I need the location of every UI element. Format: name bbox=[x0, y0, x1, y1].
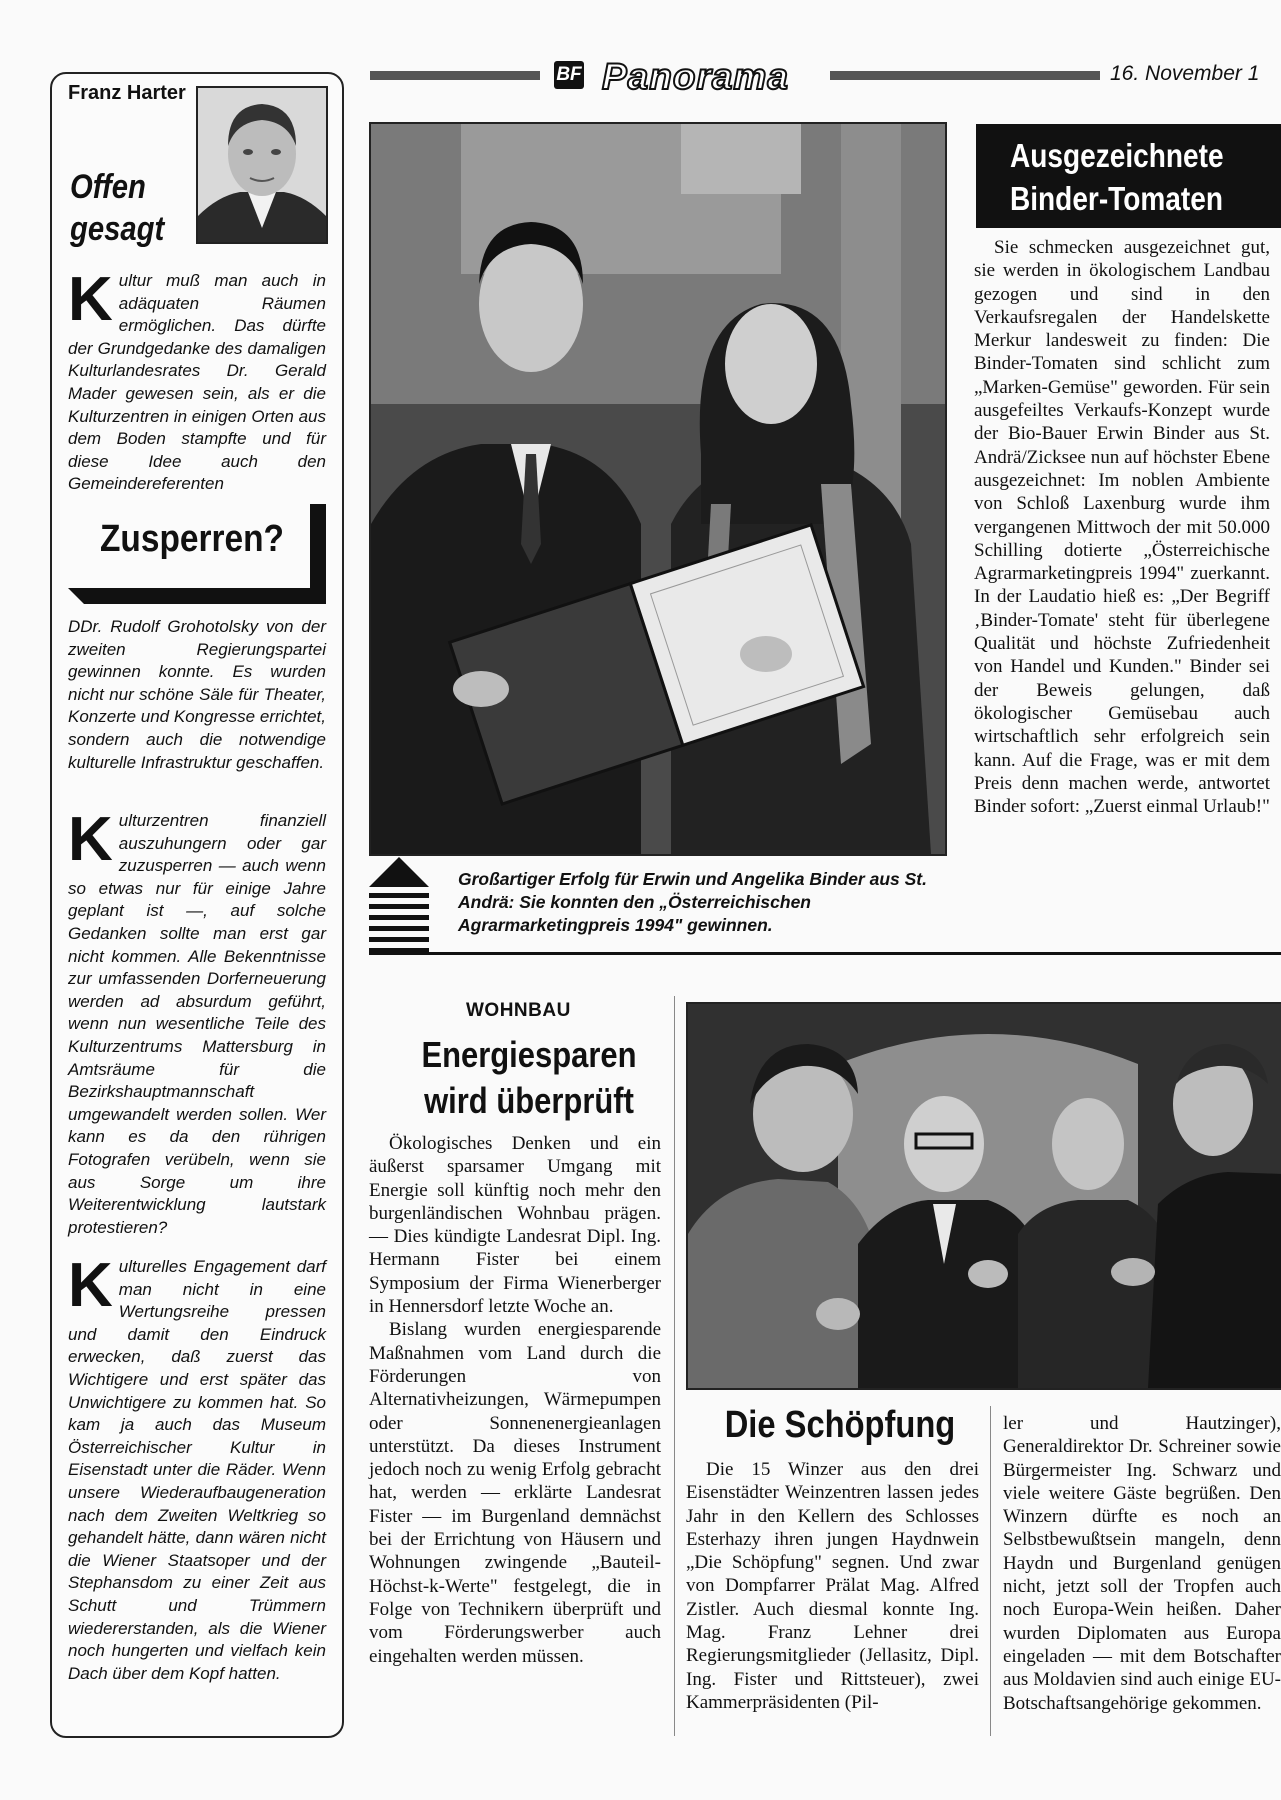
section-divider bbox=[369, 952, 1281, 955]
section-title: Panorama bbox=[602, 56, 789, 97]
wohnbau-body: Ökologisches Denken und ein äußerst sparsamer Umgang mit Energie soll künftig noch mehr den burgenländischen Wohnbau prägen. — Dies kündigte Landesrat Dipl. Ing. Hermann Fister bei einem Symposium der Firma Wienerberger in Hennersdorf letzte Woche an. Bislang wurden energiesparende Maßnahmen vom Land durch die Förderungen von Alternativheizungen, Wärmepumpen oder Sonnenenergieanlagen unterstützt. Da dieses Instrument jedoch noch zu wenig Erfolg gebracht hat, werden — erklärte Landesrat Fister — im Burgenland demnächst bei der Errichtung von Häusern und Wohnungen zwingende „Bauteil-Höchst-k-Werte" festgelegt, die in Folge von Technikern überprüft und vom Förderungswerber auch eingehalten werden müssen. bbox=[369, 1133, 661, 1667]
column-author: Franz Harter bbox=[68, 82, 186, 104]
column-paragraph: Kulturzentren finanziell auszuhungern oder gar zuzusperren — auch wenn so etwas nur für einige Jahre geplant ist —, auf solche Gedanken sollte man erst gar nicht kommen. Alle Bekenntnisse zur umfassenden Dorferneuerung werden ad absurdum geführt, wenn nun wesentliche Teile des Kulturzentrums Mattersburg in Amtsräume für die Bezirkshauptmannschaft umgewandelt werden sollen. Wer kann es da den rührigen Fotografen verübeln, wenn sie aus Sorge um ihre Weiterentwicklung lautstark protestieren? bbox=[68, 805, 326, 1237]
author-portrait bbox=[196, 86, 328, 244]
arrow-up-icon bbox=[369, 857, 429, 953]
column-rule bbox=[990, 1406, 991, 1736]
schoepfung-body-col1: Die 15 Winzer aus den drei Eisenstädter Weinzentren lassen jedes Jahr in den Kellern des Schlosses Esterhazy ihren jungen Haydnwein „Die Schöpfung" segnen. Und zwar von Dompfarrer Prälat Mag. Alfred Zistler. Auch diesmal konnte Ing. Mag. Franz Lehner drei Regierungsmitglieder (Jellasitz, Dipl. Ing. Fister und Rittsteuer), zwei Kammerpräsidenten (Pil- bbox=[686, 1459, 979, 1713]
bf-logo: BF bbox=[554, 61, 584, 89]
issue-date: 16. November 1 bbox=[1110, 62, 1260, 85]
header-rule-right bbox=[830, 71, 1100, 80]
drop-cap: K bbox=[68, 1251, 113, 1320]
schoepfung-headline: Die Schöpfung bbox=[724, 1404, 956, 1446]
drop-cap: K bbox=[68, 265, 113, 334]
column-paragraph: Kulturelles Engagement darf man nicht in eine Wertungsreihe pressen und damit den Eindruck erwecken, daß zuerst das Wichtigere und erst später das Unwichtigere zu kommen hat. So kam ja auch das Museum Österreichischer Kultur in Eisenstadt unter die Räder. Wenn unsere Wiederaufbaugeneration nach dem Zweiten Weltkrieg so gehandelt hätte, dann wären nicht die Wiener Staatsoper und der Stephansdom zu einer Zeit aus Schutt und Trümmern wiedererstanden, als die Wiener noch hungerten und vielfach kein Dach über dem Kopf hatten. bbox=[68, 1251, 326, 1683]
drop-cap: K bbox=[68, 805, 113, 874]
column-rule bbox=[674, 996, 675, 1736]
article-kicker: WOHNBAU bbox=[466, 1000, 571, 1021]
column-paragraph: Kultur muß man auch in adäquaten Räumen ermöglichen. Das dürfte der Grundgedanke des damaligen Kulturlandesrates Dr. Gerald Mader gewesen sein, als er die Kulturzentren in einigen Orten aus dem Boden stampfte und für diese Idee auch den Gemeindereferenten bbox=[68, 265, 326, 494]
tomaten-body: Sie schmecken ausgezeichnet gut, sie werden in ökologischem Landbau gezogen und sind in den Verkaufsregalen der Handelskette Merkur landesweit zu finden: Die Binder-Tomaten sind schlicht zum „Marken-Gemüse" geworden. Für sein ausgefeiltes Verkaufs-Konzept wurde der Bio-Bauer Erwin Binder aus St. Andrä/Zicksee nun auf höchster Ebene ausgezeichnet: Im noblen Ambiente von Schloß Laxenburg wurde ihm vergangenen Mittwoch der mit 50.000 Schilling dotierte „Österreichische Agrarmarketingpreis 1994" zuerkannt. In der Laudatio hieß es: „Der Begriff ‚Binder-Tomate' steht für überlegene Qualität und höchste Zufriedenheit von Handel und Kunden." Binder sei der Beweis gelungen, daß ökologischer Gemüsebau auch wirtschaftlich sehr erfolgreich sein kann. Auf die Frage, was er mit dem Preis denn machen werde, antwortet Binder sofort: „Zuerst einmal Urlaub!" bbox=[974, 237, 1270, 818]
wohnbau-headline: Energiesparen wird überprüft bbox=[421, 1034, 637, 1121]
tomaten-headline: Ausgezeichnete Binder-Tomaten bbox=[976, 124, 1281, 228]
column-paragraph: DDr. Rudolf Grohotolsky von der zweiten Regierungspartei gewinnen konnte. Es wurden nicht nur schöne Säle für Theater, Konzerte und Kongresse errichtet, sondern auch die notwendige kulturelle Infrastruktur geschaffen. bbox=[68, 617, 326, 772]
schoepfung-body-col2: ler und Hautzinger), Generaldirektor Dr. Schreiner sowie Bürgermeister Ing. Schwarz und viele weitere Gäste begrüßen. Den Winzern dürfte es noch an Selbstbewußtsein mangeln, denn Haydn und Burgenland genügen nicht, jetzt soll der Tropfen auch noch Europa-Wein heißen. Daher wurden Diplomaten aus Europa eingeladen — mit dem Botschafter aus Moldavien sind auch einige EU-Botschaftsangehörige gekommen. bbox=[1003, 1413, 1281, 1714]
column-subhead-box bbox=[68, 504, 326, 604]
reception-photo bbox=[686, 1002, 1281, 1390]
header-rule-left bbox=[370, 71, 540, 80]
photo-caption: Großartiger Erfolg für Erwin und Angelika Binder aus St. Andrä: Sie konnten den „Österreichischen Agrarmarketingpreis 1994" gewinnen. bbox=[458, 869, 927, 935]
column-subhead: Zusperren? bbox=[100, 518, 284, 560]
award-photo bbox=[369, 122, 947, 856]
column-title: Offen gesagt bbox=[70, 168, 165, 248]
